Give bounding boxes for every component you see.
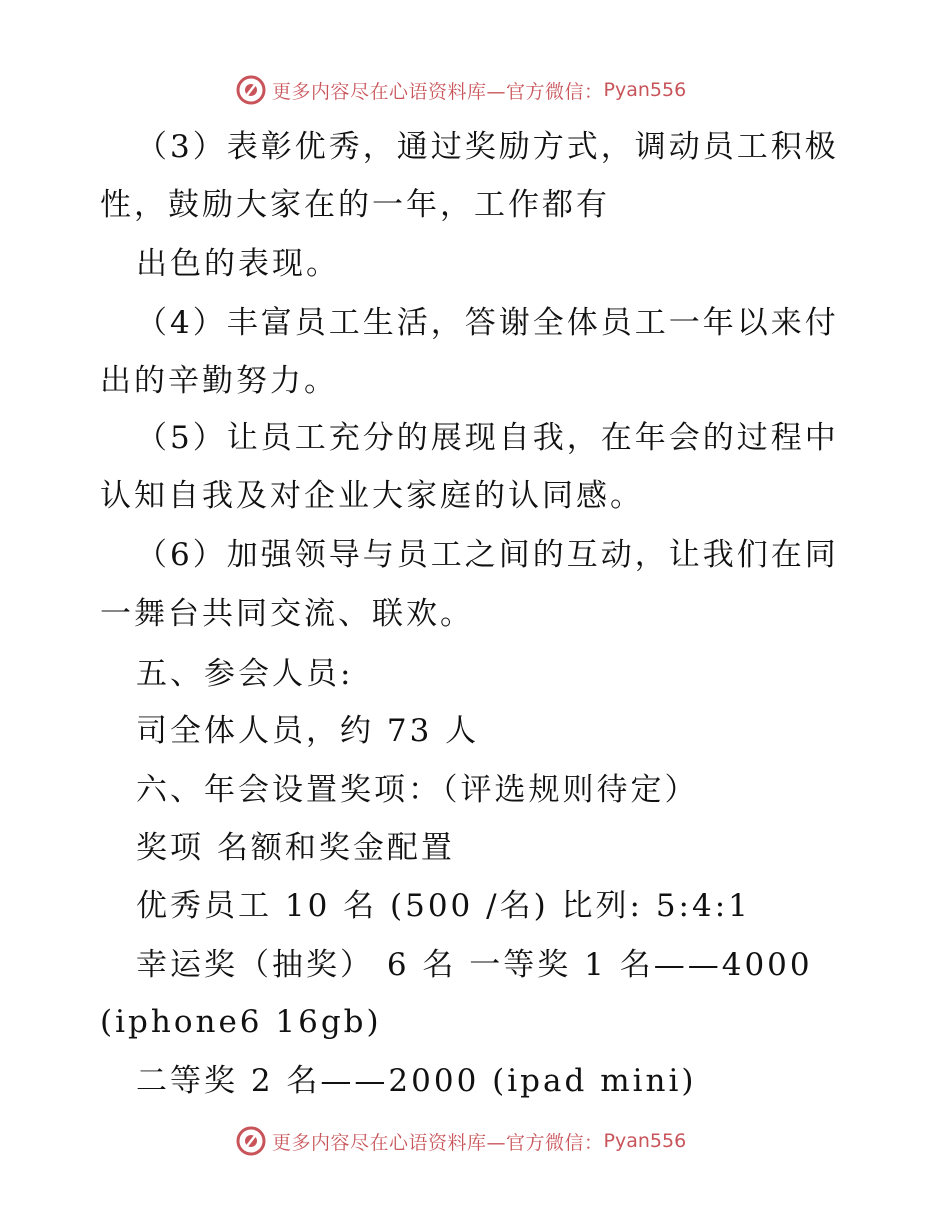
- logo-icon: [236, 75, 266, 105]
- text-line: 奖项 名额和奖金配置: [136, 830, 455, 866]
- text-line: （4）丰富员工生活，答谢全体员工一年以来付: [136, 305, 839, 341]
- text-line: （5）让员工充分的展现自我，在年会的过程中: [136, 420, 839, 456]
- text-line: 认知自我及对企业大家庭的认同感。: [100, 478, 644, 514]
- text-line: （6）加强领导与员工之间的互动，让我们在同: [136, 537, 839, 573]
- watermark-text: 更多内容尽在心语资料库—官方微信：: [272, 80, 604, 103]
- text-line: （3）表彰优秀，通过奖励方式，调动员工积极: [136, 129, 839, 165]
- header-watermark: [236, 74, 686, 106]
- text-line: 一舞台共同交流、联欢。: [100, 596, 474, 632]
- text-line: 司全体人员，约 73 人: [136, 713, 480, 749]
- text-line: 出色的表现。: [136, 246, 340, 282]
- logo-icon: [236, 1126, 266, 1156]
- text-line: 优秀员工 10 名 (500 /名) 比列: 5:4:1: [136, 888, 751, 924]
- section-heading: 六、年会设置奖项：（评选规则待定）: [136, 772, 699, 808]
- text-line: 幸运奖（抽奖） 6 名 一等奖 1 名——4000: [136, 947, 813, 983]
- watermark-brand: Pyan556: [603, 79, 687, 101]
- text-line: (iphone6 16gb): [100, 1004, 382, 1040]
- watermark-text: 更多内容尽在心语资料库—官方微信：: [272, 1131, 604, 1154]
- text-line: 二等奖 2 名——2000 (ipad mini): [136, 1063, 697, 1099]
- watermark-brand: Pyan556: [603, 1130, 687, 1152]
- text-line: 出的辛勤努力。: [100, 363, 338, 399]
- section-heading: 五、参会人员:: [136, 656, 354, 692]
- text-line: 性，鼓励大家在的一年，工作都有: [100, 187, 610, 223]
- footer-watermark: [236, 1125, 686, 1157]
